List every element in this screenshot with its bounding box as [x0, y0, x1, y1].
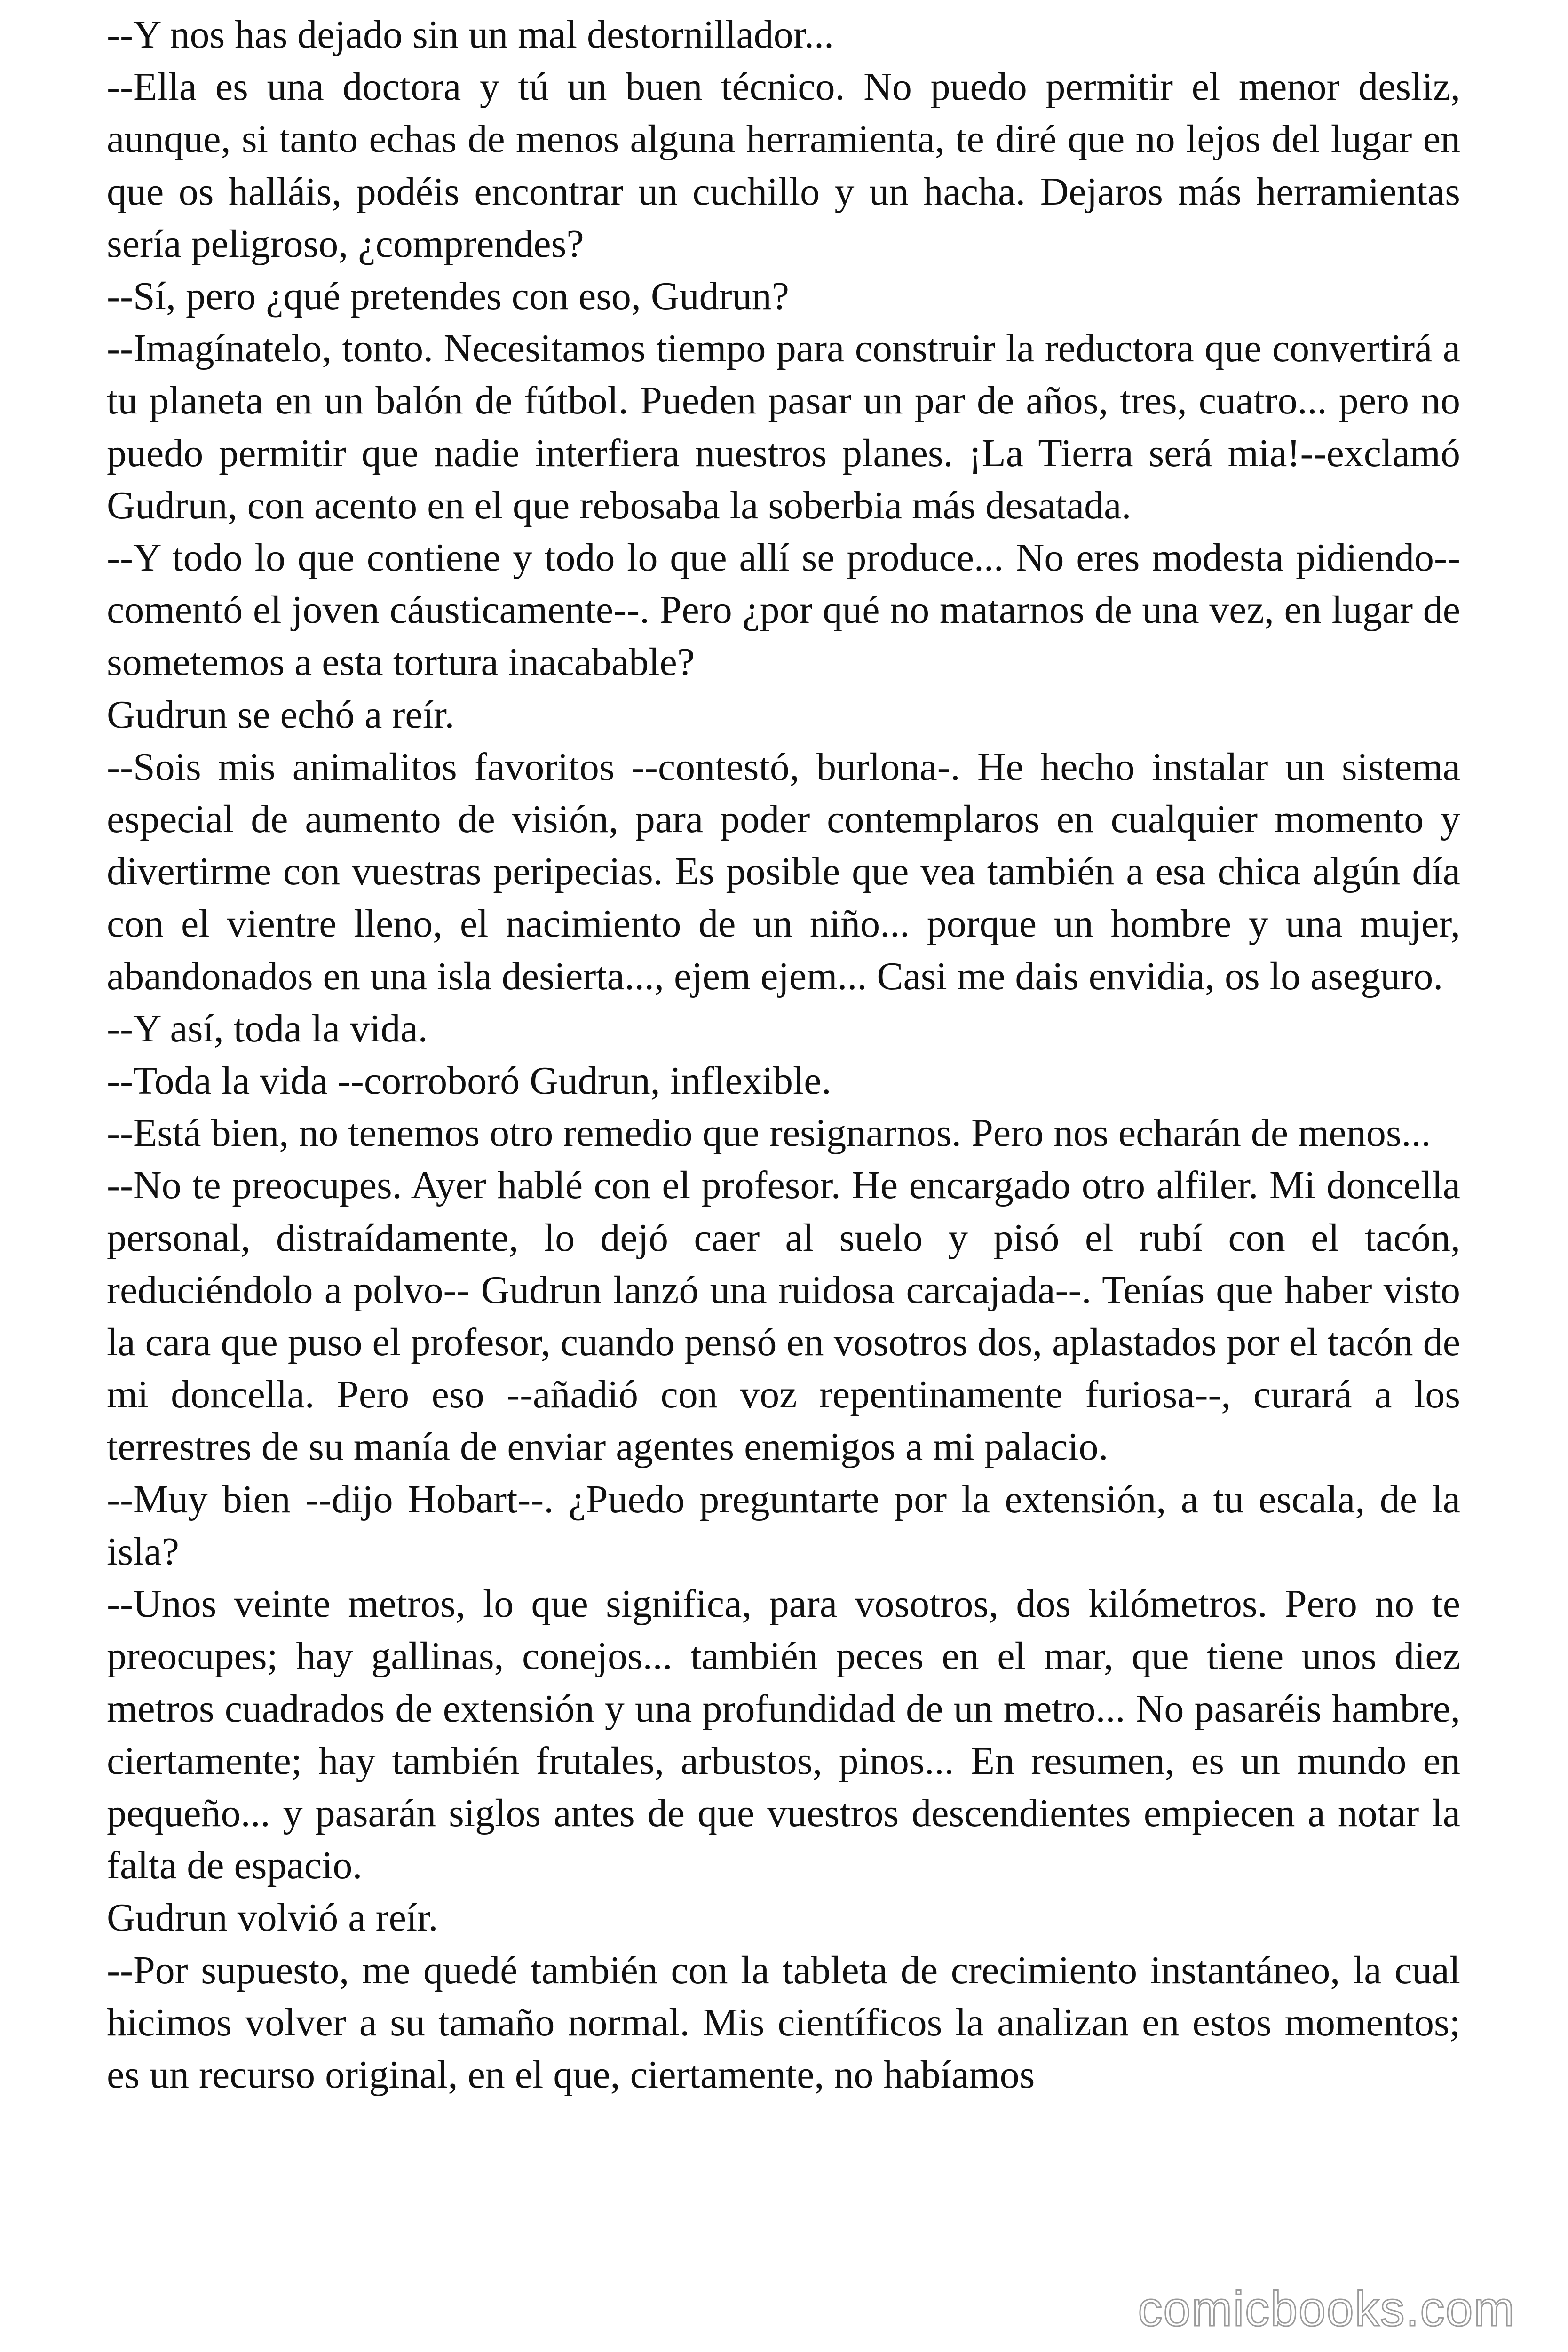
paragraph: --Toda la vida --corroboró Gudrun, inflexible. [107, 1059, 832, 1103]
paragraph: --Muy bien --dijo Hobart--. ¿Puedo preguntarte por la extensión, a tu escala, de la isla? [107, 1477, 1460, 1573]
paragraph: --Por supuesto, me quedé también con la tableta de crecimiento instantáneo, la cual hicimos volver a su tamaño normal. Mis científicos la analizan en estos momentos; es un recurso original, en el que, ciertamente, no habíamos [107, 1948, 1460, 2097]
paragraph: --Y nos has dejado sin un mal destornillador... [107, 13, 834, 56]
paragraph: --Ella es una doctora y tú un buen técnico. No puedo permitir el menor desliz, aunque, si tanto echas de menos alguna herramienta, te diré que no lejos del lugar en que os halláis, podéis encontrar un cuchillo y un hacha. Dejaros más herramientas sería peligroso, ¿comprendes? [107, 65, 1460, 266]
paragraph: --Imagínatelo, tonto. Necesitamos tiempo para construir la reductora que convertirá a tu planeta en un balón de fútbol. Pueden pasar un par de años, tres, cuatro... pero no puedo permitir que nadie interfiera nuestros planes. ¡La Tierra será mia!--exclamó Gudrun, con acento en el que rebosaba la soberbia más desatada. [107, 326, 1460, 527]
paragraph: --Sí, pero ¿qué pretendes con eso, Gudrun? [107, 274, 789, 318]
text-body [107, 8, 1460, 2101]
paragraph: --Y todo lo que contiene y todo lo que allí se produce... No eres modesta pidiendo--comentó el joven cáusticamente--. Pero ¿por qué no matarnos de una vez, en lugar de sometemos a esta tortura inacabable? [107, 536, 1460, 684]
paragraph: Gudrun volvió a reír. [107, 1896, 438, 1940]
paragraph: --Está bien, no tenemos otro remedio que resignarnos. Pero nos echarán de menos... [107, 1111, 1431, 1155]
paragraph: --No te preocupes. Ayer hablé con el profesor. He encargado otro alfiler. Mi doncella personal, distraídamente, lo dejó caer al suelo y pisó el rubí con el tacón, reduciéndolo a polvo-- Gudrun lanzó una ruidosa carcajada--. Tenías que haber visto la cara que puso el profesor, cuando pensó en vosotros dos, aplastados por el tacón de mi doncella. Pero eso --añadió con voz repentinamente furiosa--, curará a los terrestres de su manía de enviar agentes enemigos a mi palacio. [107, 1163, 1460, 1469]
watermark: comicbooks.com [1138, 2282, 1515, 2336]
paragraph: Gudrun se echó a reír. [107, 692, 455, 737]
paragraph: --Y así, toda la vida. [107, 1006, 428, 1050]
paragraph: --Unos veinte metros, lo que significa, para vosotros, dos kilómetros. Pero no te preocupes; hay gallinas, conejos... también peces en el mar, que tiene unos diez metros cuadrados de extensión y una profundidad de un metro... No pasaréis hambre, ciertamente; hay también frutales, arbustos, pinos... En resumen, es un mundo en pequeño... y pasarán siglos antes de que vuestros descendientes empiecen a notar la falta de espacio. [107, 1582, 1460, 1888]
paragraph: --Sois mis animalitos favoritos --contestó, burlona-. He hecho instalar un sistema especial de aumento de visión, para poder contemplaros en cualquier momento y divertirme con vuestras peripecias. Es posible que vea también a esa chica algún día con el vientre lleno, el nacimiento de un niño... porque un hombre y una mujer, abandonados en una isla desierta..., ejem ejem... Casi me dais envidia, os lo aseguro. [107, 745, 1460, 998]
